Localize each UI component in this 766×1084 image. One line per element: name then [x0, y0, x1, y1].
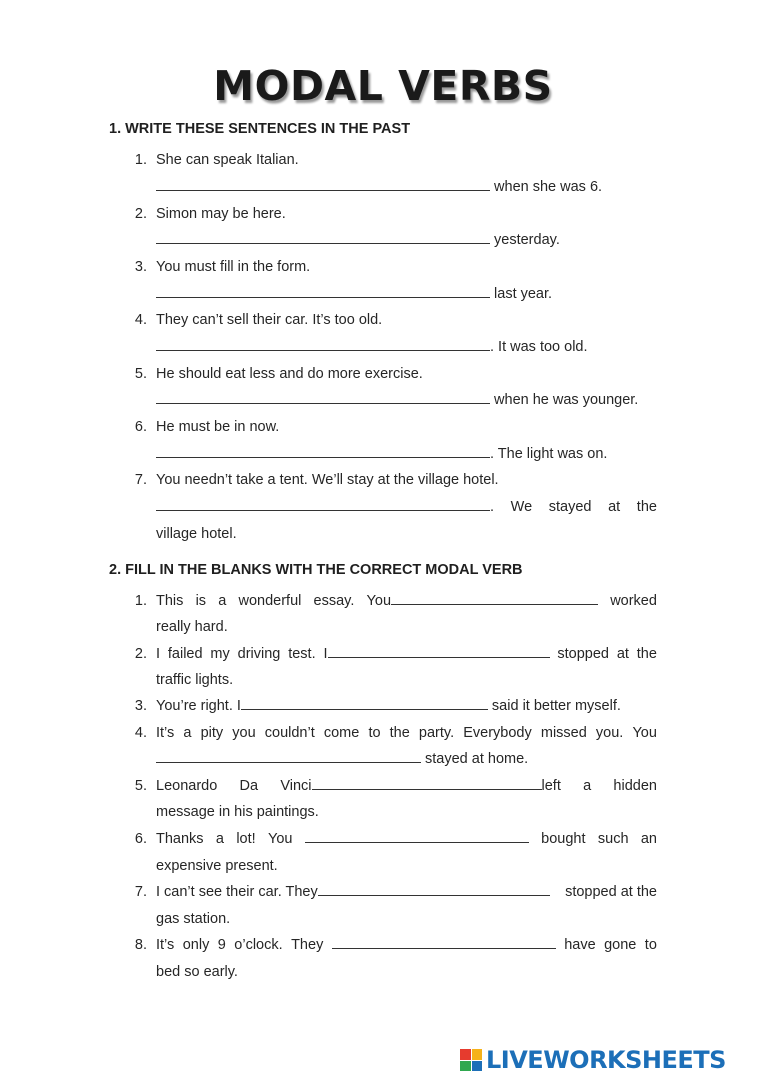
- word: lot!: [236, 831, 256, 847]
- answer-line: [156, 177, 602, 197]
- word: an: [640, 831, 657, 847]
- word: the: [636, 646, 657, 662]
- answer-blank[interactable]: [156, 337, 490, 351]
- item-number: 6.: [134, 419, 147, 435]
- logo-wordmark: LIVEWORKSHEETS: [486, 1046, 726, 1074]
- sentence-continuation: expensive present.: [156, 858, 278, 874]
- word: the: [389, 725, 410, 741]
- word: only: [182, 937, 210, 953]
- word: left: [541, 778, 561, 794]
- word: Da: [239, 778, 259, 794]
- answer-suffix: . The light was on.: [490, 446, 608, 462]
- word: You: [366, 593, 392, 609]
- section2-heading: 2. FILL IN THE BLANKS WITH THE CORRECT MODAL VERB: [109, 562, 523, 578]
- word: They: [291, 937, 324, 953]
- answer-blank[interactable]: [156, 444, 490, 458]
- answer-blank[interactable]: [156, 749, 421, 763]
- word: test.: [288, 646, 316, 662]
- item-number: 7.: [134, 472, 147, 488]
- logo-icon: [460, 1049, 482, 1071]
- sentence-prompt: He should eat less and do more exercise.: [156, 366, 423, 382]
- word: Everybody: [463, 725, 532, 741]
- word: a: [583, 778, 592, 794]
- word: You: [268, 831, 293, 847]
- item-number: 8.: [134, 937, 147, 953]
- answer-line: [156, 284, 552, 304]
- word: driving: [237, 646, 281, 662]
- sentence-continuation: really hard.: [156, 619, 228, 635]
- word: a: [215, 831, 224, 847]
- word: hidden: [613, 778, 657, 794]
- sentence-prompt: Simon may be here.: [156, 206, 286, 222]
- word: Vinci: [280, 778, 312, 794]
- word: is: [195, 593, 207, 609]
- word: It’s: [156, 725, 175, 741]
- sentence-prompt: You must fill in the form.: [156, 259, 311, 275]
- answer-blank[interactable]: [332, 935, 556, 949]
- item-number: 7.: [134, 884, 147, 900]
- word: stopped: [557, 646, 609, 662]
- sentence-prompt: She can speak Italian.: [156, 152, 299, 168]
- word: We: [510, 499, 533, 515]
- sentence-prompt: They can’t sell their car. It’s too old.: [156, 312, 383, 328]
- answer-blank[interactable]: [156, 177, 490, 191]
- word: This: [156, 593, 184, 609]
- answer-blank[interactable]: [328, 644, 550, 658]
- sentence-prompt: He must be in now.: [156, 419, 280, 435]
- item-number: 3.: [134, 698, 147, 714]
- word: come: [323, 725, 360, 741]
- item-number: 3.: [134, 259, 147, 275]
- word: stayed: [548, 499, 592, 515]
- answer-blank[interactable]: [318, 882, 550, 896]
- answer-suffix: when she was 6.: [490, 179, 603, 195]
- answer-continuation: village hotel.: [156, 526, 237, 542]
- answer-blank[interactable]: [312, 776, 542, 790]
- answer-blank[interactable]: [241, 696, 488, 710]
- sentence-end: stopped at the: [565, 884, 657, 900]
- page-title: MODAL VERBS: [213, 62, 553, 110]
- answer-line: [156, 390, 638, 410]
- answer-suffix: . It was too old.: [490, 339, 588, 355]
- liveworksheets-logo: [460, 1046, 726, 1074]
- item-number: 5.: [134, 366, 147, 382]
- word: you: [232, 725, 256, 741]
- sentence-line: [156, 696, 621, 716]
- sentence-prompt: You needn’t take a tent. We’ll stay at the village hotel.: [156, 472, 499, 488]
- word: bought: [541, 831, 586, 847]
- sentence-continuation: message in his paintings.: [156, 804, 319, 820]
- sentence-line: [156, 829, 657, 849]
- word: gone: [604, 937, 637, 953]
- section1-heading: 1. WRITE THESE SENTENCES IN THE PAST: [109, 121, 411, 137]
- word: the: [636, 499, 657, 515]
- word: .: [490, 499, 495, 515]
- answer-suffix: last year.: [490, 286, 553, 302]
- answer-line: [156, 230, 560, 250]
- item-number: 1.: [134, 152, 147, 168]
- item-number: 1.: [134, 593, 147, 609]
- word: a: [218, 593, 227, 609]
- word: couldn’t: [264, 725, 315, 741]
- answer-line: [156, 444, 607, 464]
- word: Thanks: [156, 831, 204, 847]
- answer-blank[interactable]: [156, 390, 490, 404]
- sentence-continuation: bed so early.: [156, 964, 238, 980]
- word: to: [644, 937, 657, 953]
- answer-blank[interactable]: [156, 230, 490, 244]
- sentence-start: I can’t see their car. They: [156, 884, 318, 900]
- sentence-line: [156, 882, 657, 902]
- answer-line: [156, 337, 588, 357]
- sentence-line: [156, 591, 657, 611]
- word: failed: [167, 646, 203, 662]
- answer-suffix: yesterday.: [490, 232, 560, 248]
- word: worked: [610, 593, 657, 609]
- sentence-start: You’re right. I: [156, 698, 241, 714]
- item-number: 2.: [134, 646, 147, 662]
- sentence-line: [156, 935, 657, 955]
- item-number: 6.: [134, 831, 147, 847]
- word: to: [368, 725, 381, 741]
- word: Leonardo: [156, 778, 218, 794]
- word: You: [632, 725, 657, 741]
- item-number: 2.: [134, 206, 147, 222]
- item-number: 4.: [134, 312, 147, 328]
- word: have: [564, 937, 596, 953]
- word: It’s: [156, 937, 175, 953]
- word: I: [323, 646, 328, 662]
- answer-blank[interactable]: [156, 284, 490, 298]
- word: party.: [418, 725, 455, 741]
- word: at: [608, 499, 621, 515]
- word: such: [597, 831, 629, 847]
- word: pity: [200, 725, 224, 741]
- word: a: [183, 725, 192, 741]
- answer-suffix: when he was younger.: [490, 392, 639, 408]
- sentence-continuation: gas station.: [156, 911, 231, 927]
- word: my: [210, 646, 230, 662]
- word: o’clock.: [234, 937, 283, 953]
- sentence-end: stayed at home.: [421, 751, 529, 767]
- word: 9: [217, 937, 226, 953]
- word: at: [616, 646, 629, 662]
- sentence-line: [156, 644, 657, 664]
- sentence-end: said it better myself.: [487, 698, 621, 714]
- word: you.: [595, 725, 624, 741]
- sentence-continuation: [156, 749, 528, 769]
- answer-blank[interactable]: [391, 591, 598, 605]
- answer-blank[interactable]: [305, 829, 529, 843]
- item-number: 5.: [134, 778, 147, 794]
- item-number: 4.: [134, 725, 147, 741]
- word: essay.: [313, 593, 355, 609]
- word: I: [156, 646, 161, 662]
- sentence-continuation: traffic lights.: [156, 672, 234, 688]
- word: missed: [540, 725, 587, 741]
- sentence-line: [156, 723, 657, 743]
- answer-line: [156, 497, 657, 517]
- word: wonderful: [238, 593, 302, 609]
- answer-blank[interactable]: [156, 497, 490, 511]
- sentence-line: [156, 776, 657, 796]
